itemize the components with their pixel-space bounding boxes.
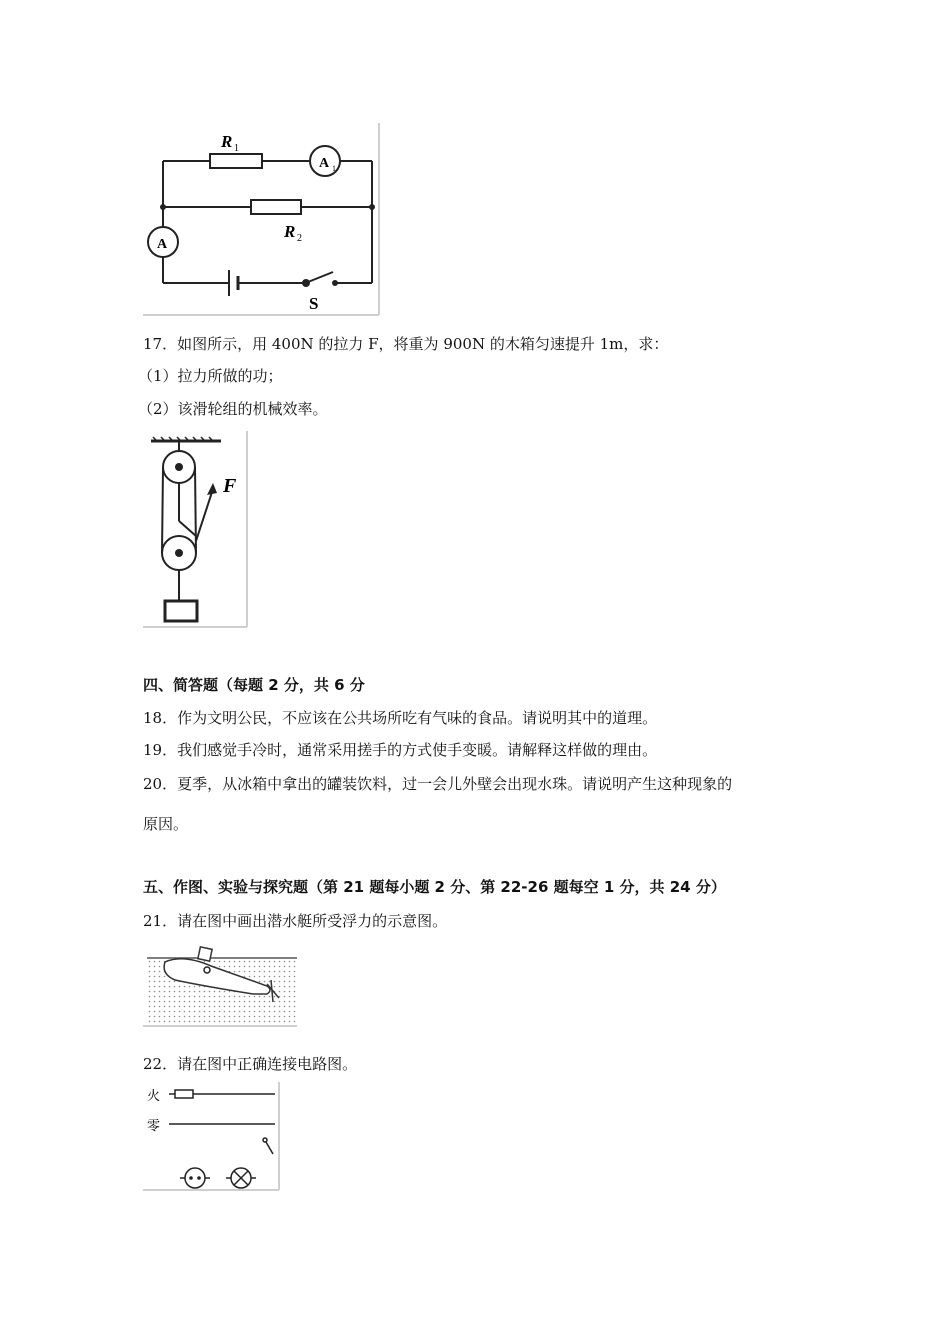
q17-sub1: （1）拉力所做的功； — [138, 367, 283, 385]
resistor-r1 — [210, 154, 262, 168]
neutral-wire-label: 零 — [147, 1118, 161, 1133]
switch-pivot — [263, 1138, 267, 1142]
circuit-diagram — [143, 123, 381, 317]
live-wire-label: 火 — [147, 1088, 161, 1103]
q18-text: 18．作为文明公民，不应该在公共场所吃有气味的食品。请说明其中的道理。 — [143, 709, 658, 727]
submarine-tower — [198, 947, 212, 961]
pulley-figure — [143, 431, 249, 629]
q17-sub2: （2）该滑轮组的机械效率。 — [138, 400, 328, 418]
socket — [185, 1168, 205, 1188]
wooden-box — [165, 601, 197, 621]
submarine-diagram — [143, 940, 299, 1028]
force-arrowhead — [207, 483, 217, 495]
q19-text: 19．我们感觉手冷时，通常采用搓手的方式使手变暖。请解释这样做的理由。 — [143, 741, 658, 759]
q20-text-line2: 原因。 — [143, 815, 189, 833]
household-circuit-diagram — [143, 1082, 281, 1192]
q21-text: 21．请在图中画出潜水艇所受浮力的示意图。 — [143, 912, 448, 930]
force-label: F — [223, 475, 237, 497]
switch-label: S — [309, 294, 319, 313]
q17-stem: 17．如图所示，用 400N 的拉力 F，将重为 900N 的木箱匀速提升 1m，求： — [143, 335, 669, 353]
pull-rope — [196, 489, 213, 541]
fuse — [175, 1090, 193, 1098]
r2-subscript: 2 — [297, 233, 302, 244]
ammeter-a1-subscript: 1 — [332, 164, 336, 173]
section5-title: 五、作图、实验与探究题（第 21 题每小题 2 分、第 22-26 题每空 1 分，共 24 分） — [143, 878, 726, 896]
q22-text: 22．请在图中正确连接电路图。 — [143, 1055, 358, 1073]
switch — [266, 1142, 273, 1154]
q20-text-line1: 20．夏季，从冰箱中拿出的罐装饮料，过一会儿外壁会出现水珠。请说明产生这种现象的 — [143, 775, 733, 793]
household-circuit-figure — [143, 1082, 281, 1192]
section4-title: 四、简答题（每题 2 分，共 6 分 — [143, 676, 365, 694]
ammeter-a1-label: A — [319, 156, 330, 171]
r2-label: R — [284, 222, 296, 241]
r1-label: R — [221, 132, 233, 151]
resistor-r2 — [251, 200, 301, 214]
switch-blade — [308, 272, 333, 282]
r1-subscript: 1 — [234, 143, 239, 154]
submarine-figure — [143, 940, 299, 1028]
pulley-diagram — [143, 431, 249, 629]
circuit-diagram-figure — [143, 123, 381, 317]
ammeter-a-label: A — [157, 237, 168, 252]
